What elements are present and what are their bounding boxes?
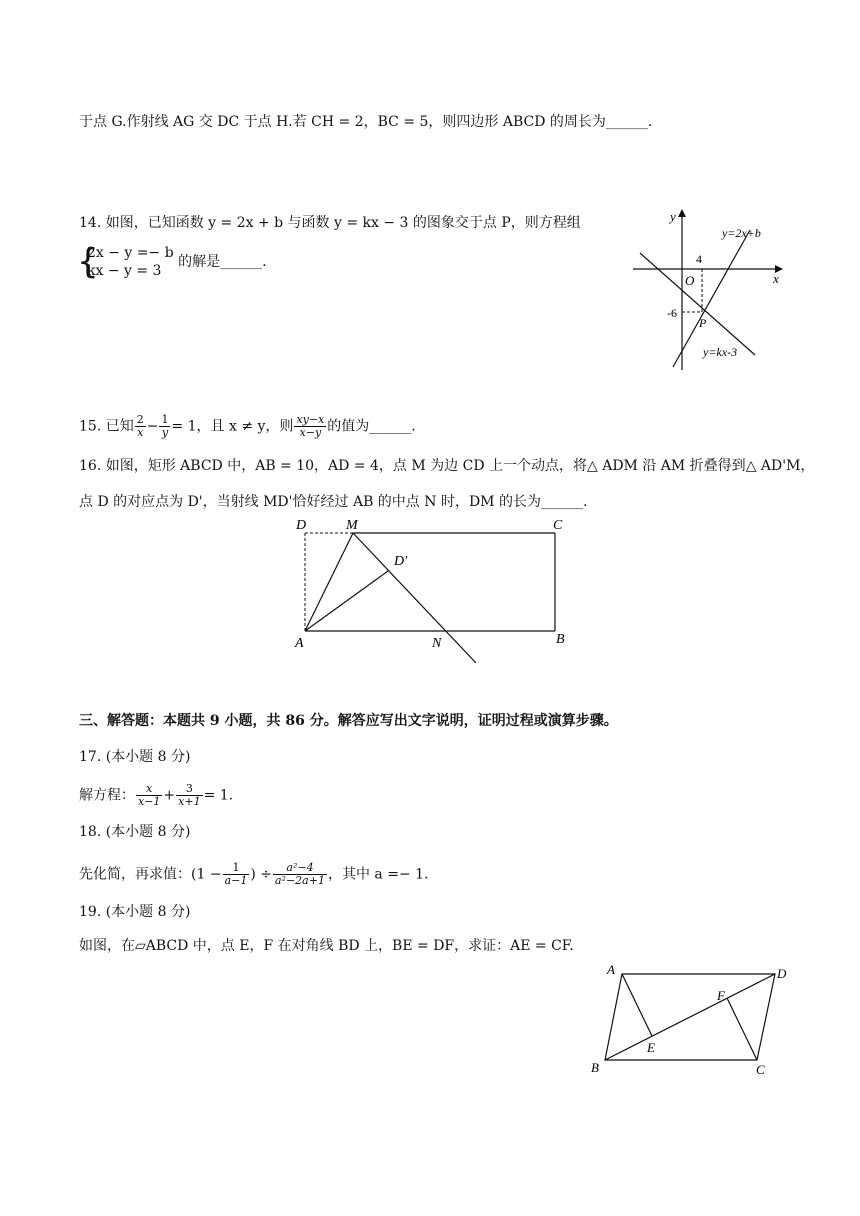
- q16-line2: 点 D 的对应点为 D'，当射线 MD'恰好经过 AB 的中点 N 时，DM 的长为______.: [79, 494, 588, 510]
- q15-pre: 15. 已知: [79, 418, 134, 435]
- q18-expression: [79, 862, 428, 887]
- fraction-3-over-x+1: [176, 783, 202, 808]
- label-line1: y=2x+b: [722, 226, 761, 240]
- label-c: C: [756, 1062, 765, 1077]
- frac-num: xy−x: [296, 413, 325, 426]
- label-n: N: [432, 636, 442, 651]
- segment-cf: [727, 998, 757, 1060]
- q19-head: 19. (本小题 8 分): [79, 904, 191, 920]
- q17-head: 17. (本小题 8 分): [79, 749, 191, 765]
- label-d: D: [296, 518, 307, 533]
- q14-tail: 的解是______.: [178, 254, 267, 270]
- q19-figure: [585, 960, 795, 1080]
- label-a: A: [607, 962, 615, 977]
- q15-mid: = 1，且 x ≠ y，则: [171, 418, 294, 435]
- label-f: F: [717, 988, 725, 1003]
- origin-label: O: [685, 273, 695, 288]
- q14-text: 14. 如图，已知函数 y = 2x + b 与函数 y = kx − 3 的图象交于点 P，则方程组: [79, 215, 581, 231]
- q13-tail: 于点 G.作射线 AG 交 DC 于点 H.若 CH = 2，BC = 5，则四边形 ABCD 的周长为______.: [79, 114, 653, 130]
- tick-neg6: -6: [667, 306, 677, 320]
- q18-tail: ，其中 a =− 1.: [327, 866, 429, 883]
- section-3-heading: 三、解答题：本题共 9 小题，共 86 分。解答应写出文字说明，证明过程或演算步骤。: [79, 713, 618, 729]
- fraction-a2-4-over-a2-2a+1: [273, 862, 327, 887]
- q18-mid: ) ÷: [250, 866, 272, 883]
- label-a: A: [295, 636, 304, 651]
- system-eq1: { 2x − y =− b: [87, 245, 174, 261]
- q17-tail: = 1.: [203, 787, 234, 804]
- q17-equation: [79, 783, 233, 808]
- q19-text: 如图，在▱ABCD 中，点 E，F 在对角线 BD 上，BE = DF，求证：AE = CF.: [79, 938, 574, 954]
- tick-4: 4: [696, 252, 702, 266]
- q16-figure: [290, 515, 580, 675]
- plus-sign: +: [163, 787, 176, 804]
- label-e: E: [647, 1040, 655, 1055]
- frac-den: x: [137, 426, 144, 439]
- frac-num: 1: [223, 862, 250, 875]
- frac-num: 2: [136, 413, 144, 426]
- x-label: x: [773, 271, 779, 286]
- fraction-x-over-x-1: [136, 783, 162, 808]
- frac-den: y: [161, 426, 169, 439]
- segment-ad-prime: [305, 571, 388, 631]
- equation-system: [79, 244, 174, 280]
- q18-head: 18. (本小题 8 分): [79, 824, 191, 840]
- frac-den: a²−2a+1: [275, 874, 325, 887]
- q14-figure: [625, 205, 790, 375]
- fraction-1-over-a-1: [223, 862, 250, 887]
- y-label: y: [670, 209, 676, 224]
- q18-pre: 先化简，再求值：(1 −: [79, 866, 222, 883]
- segment-ae: [622, 974, 652, 1036]
- label-m: M: [346, 518, 358, 533]
- q14-system-line: [79, 244, 267, 280]
- label-b: B: [591, 1060, 599, 1075]
- frac-den: a−1: [224, 874, 248, 887]
- diagonal-bd: [605, 974, 775, 1060]
- system-eq2: kx − y = 3: [87, 263, 162, 279]
- frac-num: 3: [176, 783, 202, 796]
- q16-line1: 16. 如图，矩形 ABCD 中，AB = 10，AD = 4，点 M 为边 CD 上一个动点，将△ ADM 沿 AM 折叠得到△ AD'M，: [79, 458, 815, 474]
- minus-sign: −: [146, 418, 159, 435]
- label-line2: y=kx-3: [703, 345, 738, 359]
- ray-md-prime: [353, 533, 476, 663]
- q15-tail: 的值为______.: [327, 418, 416, 435]
- label-d-prime: D′: [394, 554, 408, 569]
- q17-pre: 解方程：: [79, 787, 135, 804]
- fraction-xy-x-over-x-y: [294, 414, 326, 439]
- point-p-label: P: [699, 316, 707, 330]
- q15-line: [79, 414, 416, 439]
- fraction-1-over-y: [159, 414, 170, 439]
- label-d: D: [777, 966, 787, 981]
- frac-den: x+1: [178, 795, 201, 808]
- fraction-2-over-x: [135, 414, 146, 439]
- frac-num: a²−4: [273, 862, 327, 875]
- y-axis-arrow: [678, 209, 686, 217]
- label-c: C: [553, 518, 563, 533]
- segment-am: [305, 533, 353, 631]
- frac-den: x−y: [299, 426, 322, 439]
- line-y-kx-minus-3: [640, 253, 755, 355]
- label-b: B: [556, 632, 565, 647]
- frac-den: x−1: [138, 795, 161, 808]
- frac-num: 1: [161, 413, 169, 426]
- frac-num: x: [136, 783, 162, 796]
